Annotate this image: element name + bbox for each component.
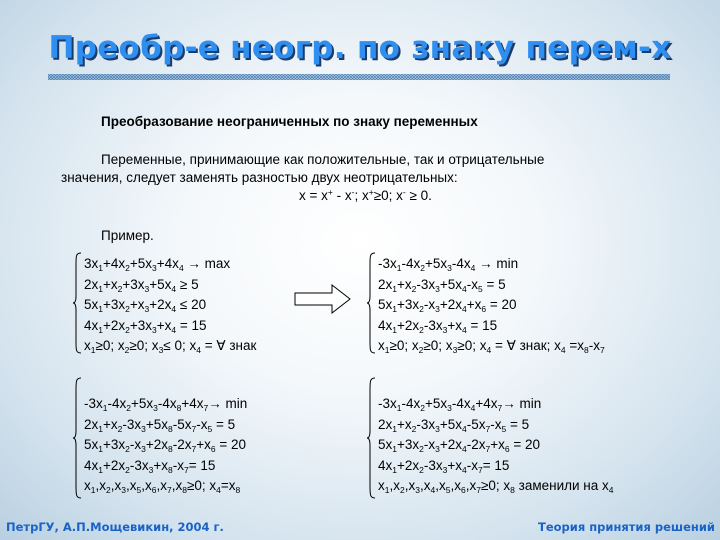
example-label: Пример.: [101, 228, 154, 243]
title-divider: [48, 74, 670, 80]
equation-row: $2x_1+x_2+3x_3+5x_4 \ge 5$: [84, 276, 199, 294]
transform-arrow-icon: [294, 284, 352, 314]
equation-row: $4x_1+2x_2+3x_3+x_4 = 15$: [84, 317, 207, 335]
footer-course: Теория принятия решений: [537, 520, 715, 534]
system-1: [84, 254, 256, 357]
equation-row: $-3x_1-4x_2+5x_3-4x_4 \to \min$: [378, 256, 519, 273]
system-3: [84, 394, 247, 497]
equation-row: $2x_1+x_2-3x_3+5x_4-x_5 = 5$: [378, 276, 506, 294]
equation-row: $5x_1+3x_2-x_3+2x_4-2x_7+x_6 = 20$: [378, 437, 541, 454]
left-brace-icon: [72, 377, 82, 499]
equation-row: $-3x_1-4x_2+5x_3-4x_8+4x_7\to \min$: [84, 396, 248, 413]
paragraph-line-2: значения, следует заменять разностью двух неотрицательных:: [61, 170, 458, 185]
equation-row: $5x_1+3x_2-x_3+2x_8-2x_7+x_6 = 20$: [84, 437, 247, 454]
equation-row: $5x_1+3x_2+x_3+2x_4 \le 20$: [84, 297, 207, 314]
substitution-formula: x = x+ - x-; x+≥0; x- ≥ 0.: [299, 187, 432, 203]
equation-row: $2x_1+x_2-3x_3+5x_8-5x_7-x_5 = 5$: [84, 416, 236, 434]
equation-row: $x_1\ge 0$; $x_2\ge 0$; $x_3\ge 0$; $x_4$ = ∀ знак; $x_4 =x_8-x_7$: [378, 338, 605, 355]
footer-author: ПетрГУ, А.П.Мощевикин, 2004 г.: [6, 520, 224, 534]
system-2: [378, 254, 605, 357]
left-brace-icon: [72, 252, 82, 354]
left-brace-icon: [366, 252, 376, 354]
section-heading: Преобразование неограниченных по знаку переменных: [101, 114, 478, 129]
equation-row: $x_1,x_2,x_3,x_5,x_6,x_7,x_8\ge 0$; $x_4=x_8$: [84, 478, 241, 495]
equation-row: $-3x_1-4x_2+5x_3-4x_4+4x_7\to \min$: [378, 396, 542, 413]
equation-row: $3x_1+4x_2+5x_3+4x_4 \to \max$: [84, 256, 231, 273]
equation-row: $2x_1+x_2-3x_3+5x_4-5x_7-x_5 = 5$: [378, 416, 530, 434]
slide-title: Преобр-е неогр. по знаку перем-х: [48, 30, 672, 66]
equation-row: $5x_1+3x_2-x_3+2x_4+x_6 = 20$: [378, 297, 517, 314]
equation-row: $x_1\ge 0$; $x_2\ge 0$; $x_3\le 0$; $x_4$ = ∀ знак: [84, 338, 257, 355]
paragraph-line-1: Переменные, принимающие как положительные, так и отрицательные: [101, 152, 545, 167]
system-4: [378, 394, 614, 497]
equation-row: $4x_1+2x_2-3x_3+x_4-x_7= 15$: [378, 457, 510, 475]
equation-row: $4x_1+2x_2-3x_3+x_8-x_7= 15$: [84, 457, 216, 475]
left-brace-icon: [366, 377, 376, 499]
equation-row: $x_1,x_2,x_3,x_4,x_5,x_6,x_7\ge 0$; $x_8$ заменили на $x_4$: [378, 478, 614, 495]
equation-row: $4x_1+2x_2-3x_3+x_4 = 15$: [378, 317, 498, 335]
